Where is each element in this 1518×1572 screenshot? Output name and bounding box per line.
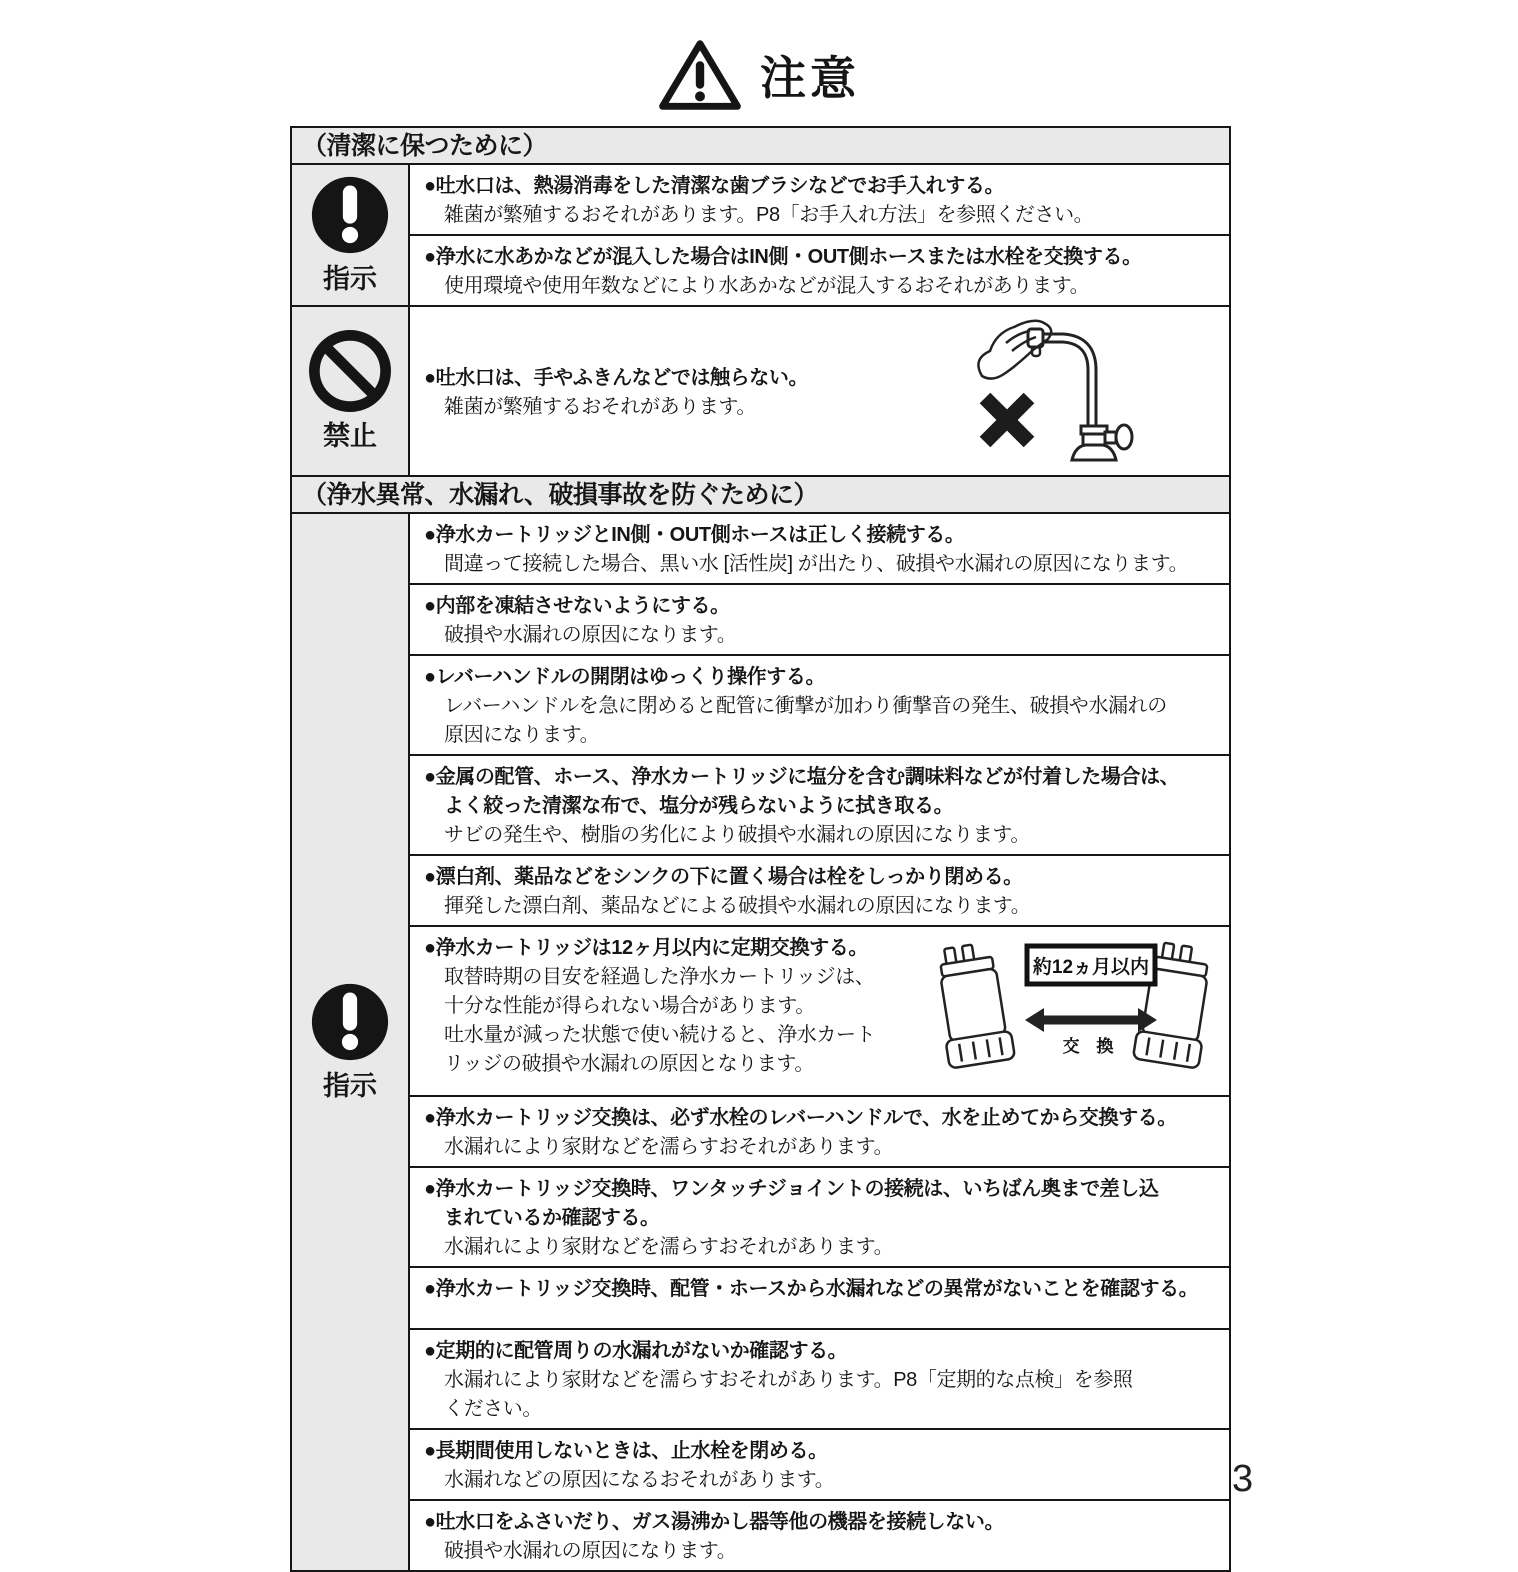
- caution-item-text: [424, 1173, 1219, 1262]
- caution-item: [410, 656, 1229, 756]
- content-column: [410, 165, 1229, 305]
- caution-line: ●浄水カートリッジは12ヶ月以内に定期交換する。: [424, 937, 868, 959]
- exclamation-circle-icon: [310, 175, 390, 255]
- caution-line: ●レバーハンドルの開閉はゆっくり操作する。: [424, 666, 826, 688]
- caution-line: ●内部を凍結させないようにする。: [424, 595, 730, 617]
- caution-line: まれているか確認する。: [444, 1207, 660, 1229]
- caution-item-text: [424, 362, 969, 422]
- icon-column-instruction: [292, 514, 410, 1570]
- caution-line: 間違って接続した場合、黒い水 [活性炭] が出たり、破損や水漏れの原因になります。: [444, 553, 1189, 575]
- caution-item: [410, 856, 1229, 927]
- caution-line: 水漏れにより家財などを濡らすおそれがあります。P8「定期的な点検」を参照: [444, 1369, 1133, 1391]
- caution-item: [410, 1168, 1229, 1268]
- caution-line: ●浄水カートリッジとIN側・OUT側ホースは正しく接続する。: [424, 524, 965, 546]
- caution-line: ●吐水口は、手やふきんなどでは触らない。: [424, 366, 809, 389]
- caution-item: [410, 927, 1229, 1097]
- caution-line: ●浄水カートリッジ交換は、必ず水栓のレバーハンドルで、水を止めてから交換する。: [424, 1107, 1177, 1129]
- caution-item-text: [424, 1335, 1219, 1424]
- exclamation-circle-icon: [310, 982, 390, 1062]
- caution-item-text: [424, 1435, 1219, 1495]
- icon-column-prohibition: [292, 307, 410, 475]
- caution-line: 雑菌が繁殖するおそれがあります。P8「お手入れ方法」を参照ください。: [444, 204, 1094, 226]
- caution-item: [410, 585, 1229, 656]
- icon-column-instruction: [292, 165, 410, 305]
- warning-triangle-icon: [658, 38, 742, 112]
- caution-item-text: [424, 1506, 1219, 1566]
- icon-label: 指示: [323, 263, 377, 294]
- caution-item: [410, 1097, 1229, 1168]
- caution-line: 取替時期の目安を経過した浄水カートリッジは、: [444, 966, 875, 988]
- caution-line: ●浄水に水あかなどが混入した場合はIN側・OUT側ホースまたは水栓を交換する。: [424, 246, 1142, 268]
- cartridge-replace-figure-wrap: [929, 936, 1219, 1091]
- caution-item: [410, 236, 1229, 305]
- caution-item: [410, 514, 1229, 585]
- caution-item-text: [424, 1102, 1219, 1162]
- caution-row: [292, 165, 1229, 307]
- caution-line: 使用環境や使用年数などにより水あかなどが混入するおそれがあります。: [444, 275, 1090, 297]
- caution-line: ●金属の配管、ホース、浄水カートリッジに塩分を含む調味料などが付着した場合は、: [424, 766, 1180, 788]
- section-header: （浄水異常、水漏れ、破損事故を防ぐために）: [292, 477, 1229, 514]
- caution-line: サビの発生や、樹脂の劣化により破損や水漏れの原因になります。: [444, 824, 1030, 846]
- caution-line: 吐水量が減った状態で使い続けると、浄水カート: [444, 1024, 876, 1046]
- no-circle-icon: [309, 330, 391, 412]
- caution-line: ください。: [444, 1398, 542, 1420]
- content-column: [410, 514, 1229, 1570]
- content-column: [410, 307, 1229, 475]
- cartridge-period-label: 約12ヵ月以内: [1032, 957, 1150, 978]
- caution-item: [410, 165, 1229, 236]
- caution-line: ●浄水カートリッジ交換時、配管・ホースから水漏れなどの異常がないことを確認する。: [424, 1278, 1199, 1300]
- caution-line: ●浄水カートリッジ交換時、ワンタッチジョイントの接続は、いちばん奥まで差し込: [424, 1178, 1159, 1200]
- section-header: （清潔に保つために）: [292, 128, 1229, 165]
- caution-item-text: [424, 761, 1219, 850]
- caution-row: [292, 514, 1229, 1570]
- caution-line: 水漏れなどの原因になるおそれがあります。: [444, 1469, 835, 1491]
- caution-item-text: [424, 519, 1219, 579]
- caution-item-text: [424, 932, 929, 1079]
- caution-row: [292, 307, 1229, 477]
- caution-line: ●漂白剤、薬品などをシンクの下に置く場合は栓をしっかり閉める。: [424, 866, 1023, 888]
- caution-line: ●定期的に配管周りの水漏れがないか確認する。: [424, 1340, 848, 1362]
- caution-item: [410, 1268, 1229, 1330]
- caution-line: リッジの破損や水漏れの原因となります。: [444, 1053, 814, 1075]
- icon-label: 指示: [323, 1070, 377, 1101]
- caution-item: [410, 756, 1229, 856]
- caution-line: よく絞った清潔な布で、塩分が残らないように拭き取る。: [444, 795, 954, 817]
- caution-item: [410, 1330, 1229, 1430]
- caution-line: 破損や水漏れの原因になります。: [444, 1540, 737, 1562]
- caution-line: レバーハンドルを急に閉めると配管に衝撃が加わり衝撃音の発生、破損や水漏れの: [444, 695, 1167, 717]
- caution-line: 破損や水漏れの原因になります。: [444, 624, 737, 646]
- caution-header: [0, 38, 1518, 112]
- cartridge-replace-figure: [929, 936, 1219, 1086]
- caution-item-text: [424, 1273, 1219, 1304]
- caution-item-text: [424, 590, 1219, 650]
- caution-item-text: [424, 861, 1219, 921]
- cartridge-swap-label: 交 換: [1062, 1037, 1120, 1056]
- page-number: 3: [1232, 1458, 1254, 1500]
- caution-line: 十分な性能が得られない場合があります。: [444, 995, 815, 1017]
- caution-table: [290, 126, 1231, 1572]
- caution-line: 水漏れにより家財などを濡らすおそれがあります。: [444, 1236, 894, 1258]
- caution-line: ●長期間使用しないときは、止水栓を閉める。: [424, 1440, 828, 1462]
- caution-item: [410, 1501, 1229, 1570]
- caution-line: 水漏れにより家財などを濡らすおそれがあります。: [444, 1136, 894, 1158]
- caution-line: ●吐水口は、熱湯消毒をした清潔な歯ブラシなどでお手入れする。: [424, 175, 1005, 197]
- caution-item: [410, 307, 1229, 475]
- faucet-no-touch-figure: [969, 314, 1157, 466]
- caution-line: 雑菌が繁殖するおそれがあります。: [444, 395, 756, 418]
- icon-label: 禁止: [323, 420, 377, 451]
- double-arrow-icon: [1025, 1008, 1157, 1032]
- caution-item: [410, 1430, 1229, 1501]
- caution-line: 揮発した漂白剤、薬品などによる破損や水漏れの原因になります。: [444, 895, 1031, 917]
- caution-line: 原因になります。: [444, 724, 600, 746]
- x-mark-icon: [985, 398, 1029, 442]
- caution-item-text: [424, 241, 1219, 301]
- caution-item-text: [424, 170, 1219, 230]
- caution-item-text: [424, 661, 1219, 750]
- caution-line: ●吐水口をふさいだり、ガス湯沸かし器等他の機器を接続しない。: [424, 1511, 1005, 1533]
- caution-title: 注意: [760, 52, 860, 104]
- faucet-no-touch-figure-wrap: [969, 314, 1157, 471]
